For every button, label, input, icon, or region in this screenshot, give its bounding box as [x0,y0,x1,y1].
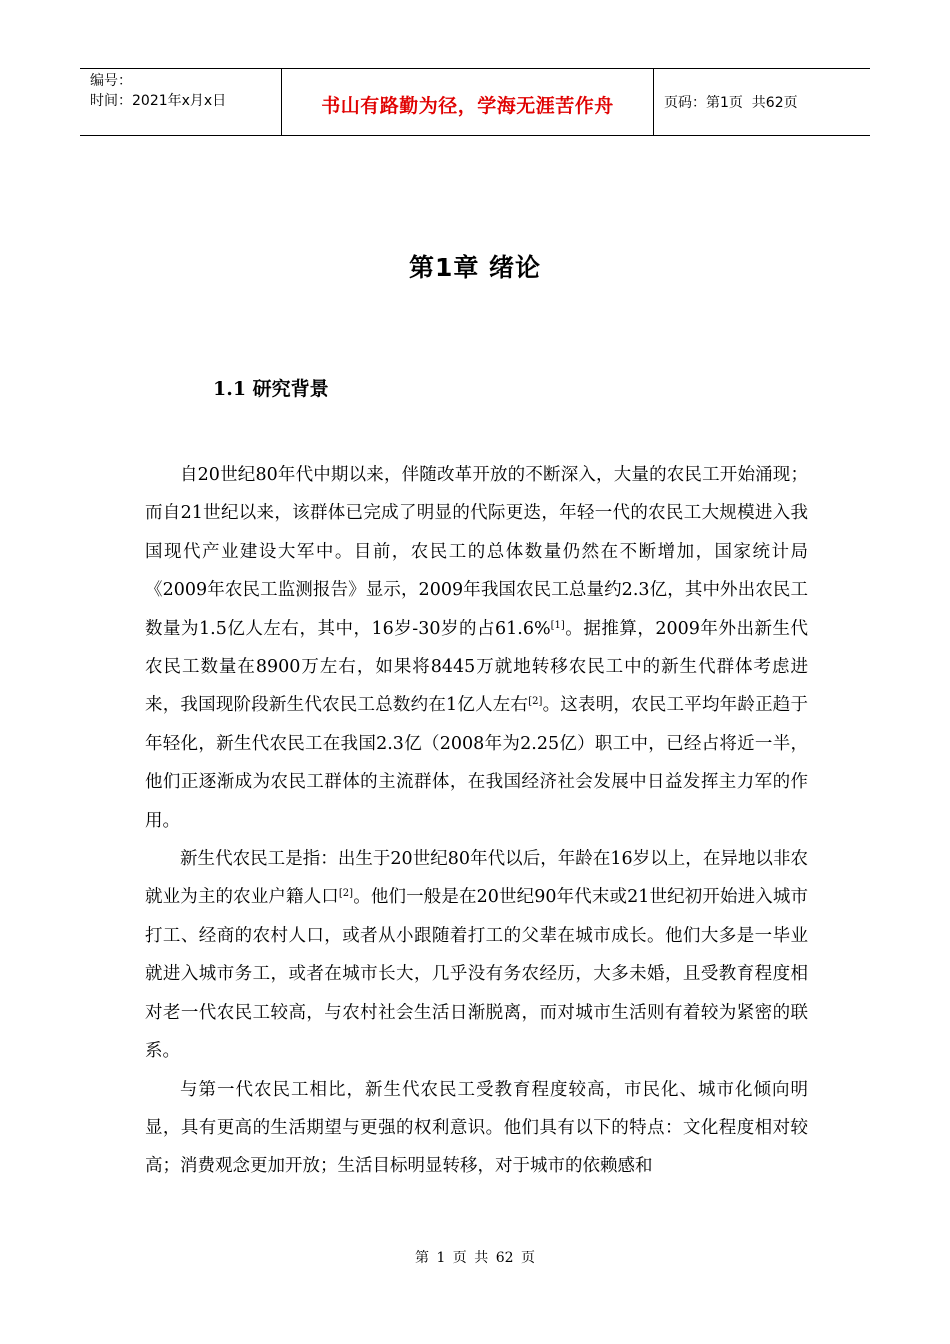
document-header [80,68,870,136]
paragraph-1 [145,456,808,840]
paragraph-2-part-a: 新生代农民工是指：出生于20世纪80年代以后，年龄在16岁以上，在异地以非农就业为主的农业户籍人口 [145,849,808,908]
paragraph-1-part-c: 。这表明，农民工平均年龄正趋于年轻化，新生代农民工在我国2.3亿（2008年为2.25亿）职工中，已经占将近一半，他们正逐渐成为农民工群体的主流群体，在我国经济社会发展中日益发挥主力军的作用。 [145,695,809,831]
header-meta-cell [80,69,281,135]
motto-text: 书山有路勤为径，学海无涯苦作舟 [321,94,614,117]
document-number-label: 编号： [90,73,132,89]
paragraph-1-part-b: 。据推算，2009年外出新生代农民工数量在8900万左右，如果将8445万就地转移农民工中的新生代群体考虑进来，我国现阶段新生代农民工总数约在1亿人左右 [145,618,808,716]
header-motto-cell [281,69,654,135]
section-title: 1.1 研究背景 [213,378,329,400]
document-time-label: 时间：2021年x月x日 [90,93,227,109]
citation-ref: [2] [528,696,543,708]
paragraph-1-part-a: 自20世纪80年代中期以来，伴随改革开放的不断深入，大量的农民工开始涌现；而自21世纪以来，该群体已完成了明显的代际更迭，年轻一代的农民工大规模进入我国现代产业建设大军中。目前，农民工的总体数量仍然在不断增加，国家统计局《2009年农民工监测报告》显示，2009年我国农民工总量约2.3亿，其中外出农民工数量为1.5亿人左右，其中，16岁-30岁的占61.6% [145,465,808,639]
paragraph-2 [145,840,808,1070]
paragraph-2-part-b: 。他们一般是在20世纪90年代末或21世纪初开始进入城市打工、经商的农村人口，或者从小跟随着打工的父辈在城市成长。他们大多是一毕业就进入城市务工，或者在城市长大，几乎没有务农经历，大多未婚，且受教育程度相对老一代农民工较高，与农村社会生活日渐脱离，而对城市生活则有着较为紧密的联系。 [145,887,809,1062]
header-page-cell [654,69,870,135]
citation-ref: [2] [338,888,354,900]
paragraph-3: 与第一代农民工相比，新生代农民工受教育程度较高，市民化、城市化倾向明显，具有更高的生活期望与更强的权利意识。他们具有以下的特点：文化程度相对较高；消费观念更加开放；生活目标明显转移，对于城市的依赖感和 [145,1079,808,1177]
header-page-info: 页码：第1页 共62页 [664,95,798,111]
citation-ref: [1] [550,619,565,631]
page-footer: 第 1 页 共 62 页 [415,1250,535,1266]
chapter-title: 第1章 绪论 [408,253,542,282]
body-text [145,456,808,1186]
